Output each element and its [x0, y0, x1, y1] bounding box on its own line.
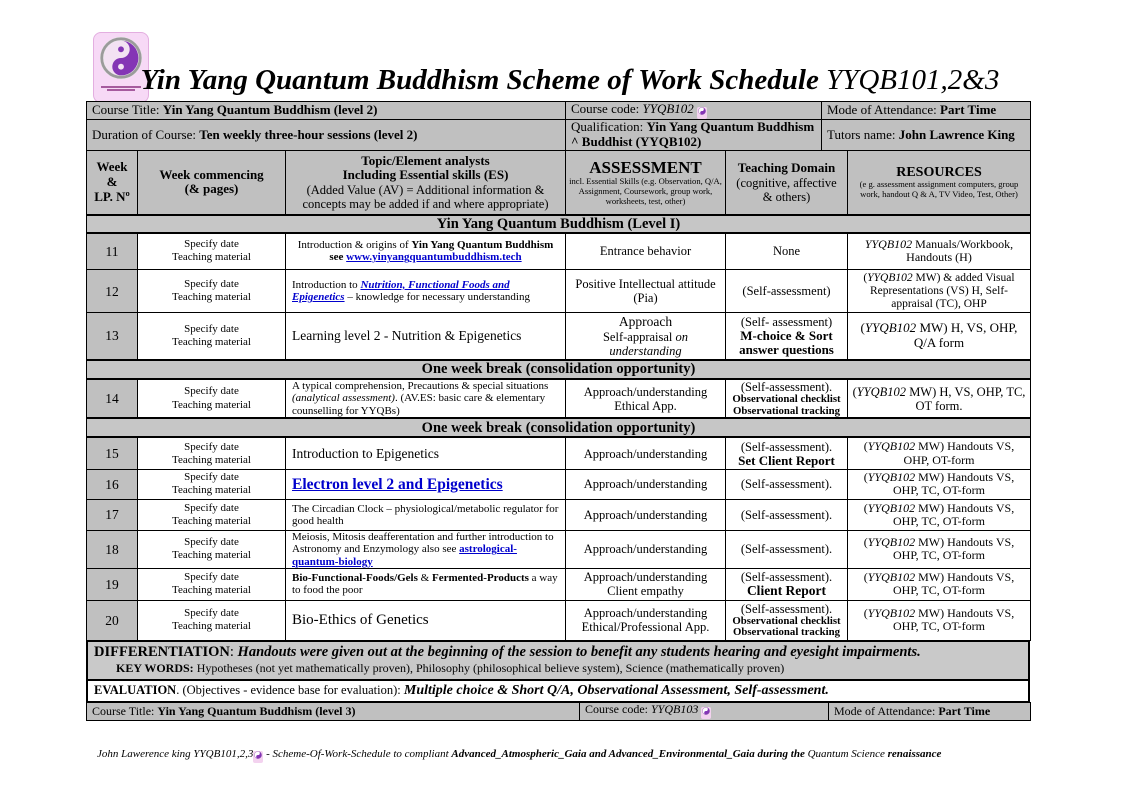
topic-cell [286, 469, 566, 499]
assessment-cell: Entrance behavior [566, 233, 726, 270]
table-row [87, 568, 1031, 600]
topic-cell: Meiosis, Mitosis deafferentation and further introduction to Astronomy and Enzymology also see astrological-quantum-biology [286, 530, 566, 568]
domain-cell: (Self-assessment). Set Client Report [726, 437, 848, 469]
assessment-cell: Approach/understanding [566, 469, 726, 499]
col-header-commencing: Week commencing (& pages) [138, 151, 286, 215]
col-header-week: Week & LP. Nº [87, 151, 138, 215]
week-commencing-cell: Specify date Teaching material [138, 313, 286, 360]
week-commencing-cell: Specify date Teaching material [138, 530, 286, 568]
topic-cell: Bio-Ethics of Genetics [286, 600, 566, 640]
schedule-document [86, 101, 1030, 721]
attendance-cell: Mode of Attendance: Part Time [829, 702, 1031, 720]
table-row [87, 469, 1031, 499]
week-commencing-cell: Specify date Teaching material [138, 233, 286, 270]
table-row [87, 313, 1031, 360]
resources-cell: (YYQB102 MW) & added Visual Representations (VS) H, Self-appraisal (TC), OHP [848, 270, 1031, 313]
assessment-cell: Approach/understanding Client empathy [566, 568, 726, 600]
col-header-assessment: ASSESSMENT incl. Essential Skills (e.g. Observation, Q/A, Assignment, Coursework, group work, worksheets, test, other) [566, 151, 726, 215]
qualification-cell: Qualification: Yin Yang Quantum Buddhism ^ Buddhist (YYQB102) [566, 120, 822, 151]
domain-cell: (Self-assessment). [726, 499, 848, 530]
resources-cell: YYQB102 Manuals/Workbook, Handouts (H) [848, 233, 1031, 270]
assessment-cell: Positive Intellectual attitude (Pia) [566, 270, 726, 313]
logo-caption-line [101, 86, 141, 88]
week-commencing-cell: Specify date Teaching material [138, 270, 286, 313]
col-header-domain: Teaching Domain (cognitive, affective & others) [726, 151, 848, 215]
topic-link[interactable]: Nutrition, Functional Foods and Epigenetics [292, 278, 510, 304]
yin-yang-mini-icon [701, 707, 711, 719]
resources-cell: (YYQB102 MW) Handouts VS, OHP, TC, OT-form [848, 568, 1031, 600]
logo-caption-line [107, 89, 135, 91]
week-number: 14 [87, 379, 138, 419]
week-number: 20 [87, 600, 138, 640]
domain-cell: None [726, 233, 848, 270]
domain-cell: (Self-assessment). [726, 469, 848, 499]
col-header-resources: RESOURCES (e g. assessment assignment computers, group work, handout Q & A, TV Video, Test, Other) [848, 151, 1031, 215]
page-title [140, 64, 1000, 97]
assessment-cell: Approach Self-appraisal on understanding [566, 313, 726, 360]
resources-cell: (YYQB102 MW) Handouts VS, OHP, TC, OT-form [848, 499, 1031, 530]
topic-cell: Introduction to Nutrition, Functional Foods and Epigenetics – knowledge for necessary understanding [286, 270, 566, 313]
week-number: 12 [87, 270, 138, 313]
topic-cell: A typical comprehension, Precautions & special situations (analytical assessment). (AV.ES: basic care & elementary counselling for YYQBs) [286, 379, 566, 419]
week-commencing-cell: Specify date Teaching material [138, 600, 286, 640]
page-title-main: Yin Yang Quantum Buddhism Scheme of Work Schedule [140, 64, 827, 96]
domain-cell: (Self- assessment) M-choice & Sort answer questions [726, 313, 848, 360]
topic-link[interactable]: astrological-quantum-biology [292, 543, 517, 568]
differentiation-band [86, 640, 1030, 681]
domain-cell: (Self-assessment) [726, 270, 848, 313]
footer-note: John Lawerence king YYQB101,2,3 - Scheme-Of-Work-Schedule to compliant Advanced_Atmospheric_Gaia and Advanced_Environmental_Gaia during the Quantum Science renaissance [97, 748, 1057, 763]
yin-yang-mini-icon [253, 751, 263, 763]
week-commencing-cell: Specify date Teaching material [138, 469, 286, 499]
column-header-row [87, 151, 1031, 215]
week-number: 16 [87, 469, 138, 499]
topic-cell: Bio-Functional-Foods/Gels & Fermented-Products a way to food the poor [286, 568, 566, 600]
table-row [87, 270, 1031, 313]
page-title-code: YYQB101,2&3 [826, 64, 1000, 96]
section-band-row [87, 215, 1031, 233]
topic-link[interactable]: Electron level 2 and Epigenetics [292, 475, 503, 493]
resources-cell: (YYQB102 MW) Handouts VS, OHP, OT-form [848, 437, 1031, 469]
attendance-cell: Mode of Attendance: Part Time [822, 102, 1031, 120]
assessment-cell: Approach/understanding [566, 437, 726, 469]
duration-cell: Duration of Course: Ten weekly three-hour sessions (level 2) [87, 120, 566, 151]
table-row [87, 530, 1031, 568]
level-band: Yin Yang Quantum Buddhism (Level I) [87, 215, 1031, 233]
schedule-table [86, 150, 1031, 641]
topic-link[interactable]: www.yinyangquantumbuddhism.tech [346, 251, 522, 264]
topic-cell: Introduction to Epigenetics [286, 437, 566, 469]
assessment-cell: Approach/understanding Ethical/Professional App. [566, 600, 726, 640]
table-row [87, 437, 1031, 469]
table-row [87, 600, 1031, 640]
week-number: 18 [87, 530, 138, 568]
week-commencing-cell: Specify date Teaching material [138, 437, 286, 469]
resources-cell: (YYQB102 MW) H, VS, OHP, TC, OT form. [848, 379, 1031, 419]
evaluation-row: EVALUATION. (Objectives - evidence base for evaluation): Multiple choice & Short Q/A, Observational Assessment, Self-assessment. [86, 681, 1030, 703]
assessment-cell: Approach/understanding [566, 499, 726, 530]
table-row [87, 233, 1031, 270]
domain-cell: (Self-assessment). Client Report [726, 568, 848, 600]
week-number: 17 [87, 499, 138, 530]
col-header-topic: Topic/Element analysts Including Essential skills (ES) (Added Value (AV) = Additional information & concepts may be added if and where appropriate) [286, 151, 566, 215]
week-number: 15 [87, 437, 138, 469]
domain-cell: (Self-assessment). Observational checklist Observational tracking [726, 379, 848, 419]
week-commencing-cell: Specify date Teaching material [138, 379, 286, 419]
resources-cell: (YYQB102 MW) H, VS, OHP, Q/A form [848, 313, 1031, 360]
assessment-cell: Approach/understanding [566, 530, 726, 568]
resources-cell: (YYQB102 MW) Handouts VS, OHP, TC, OT-form [848, 530, 1031, 568]
course-title-cell: Course Title: Yin Yang Quantum Buddhism (level 2) [87, 102, 566, 120]
break-band: One week break (consolidation opportunity) [87, 360, 1031, 379]
break-band: One week break (consolidation opportunity) [87, 418, 1031, 437]
topic-cell: Introduction & origins of Yin Yang Quantum Buddhism see www.yinyangquantumbuddhism.tech [286, 233, 566, 270]
week-number: 11 [87, 233, 138, 270]
keywords-line: KEY WORDS: Hypotheses (not yet mathematically proven), Philosophy (philosophical believe system), Science (mathematically proven) [116, 660, 785, 675]
week-number: 13 [87, 313, 138, 360]
differentiation-line: DIFFERENTIATION: Handouts were given out at the beginning of the session to benefit any students hearing and eyesight impairments. [94, 643, 921, 660]
topic-cell: The Circadian Clock – physiological/metabolic regulator for good health [286, 499, 566, 530]
yin-yang-icon [99, 36, 143, 80]
section-band-row [87, 418, 1031, 437]
section-band-row [87, 360, 1031, 379]
assessment-cell: Approach/understanding Ethical App. [566, 379, 726, 419]
week-commencing-cell: Specify date Teaching material [138, 568, 286, 600]
topic-cell: Learning level 2 - Nutrition & Epigenetics [286, 313, 566, 360]
course-info-table [86, 101, 1031, 151]
tutor-cell: Tutors name: John Lawrence King [822, 120, 1031, 151]
course-code-cell: Course code: YYQB102 [566, 102, 822, 120]
week-commencing-cell: Specify date Teaching material [138, 499, 286, 530]
course-title-cell: Course Title: Yin Yang Quantum Buddhism (level 3) [87, 702, 580, 720]
domain-cell: (Self-assessment). Observational checklist Observational tracking [726, 600, 848, 640]
table-row [87, 379, 1031, 419]
course-code-cell: Course code: YYQB103 [580, 702, 829, 720]
course-info-table-bottom [86, 702, 1031, 721]
table-row [87, 499, 1031, 530]
week-number: 19 [87, 568, 138, 600]
resources-cell: (YYQB102 MW) Handouts VS, OHP, TC, OT-form [848, 469, 1031, 499]
resources-cell: (YYQB102 MW) Handouts VS, OHP, TC, OT-form [848, 600, 1031, 640]
domain-cell: (Self-assessment). [726, 530, 848, 568]
yin-yang-mini-icon [697, 107, 707, 119]
